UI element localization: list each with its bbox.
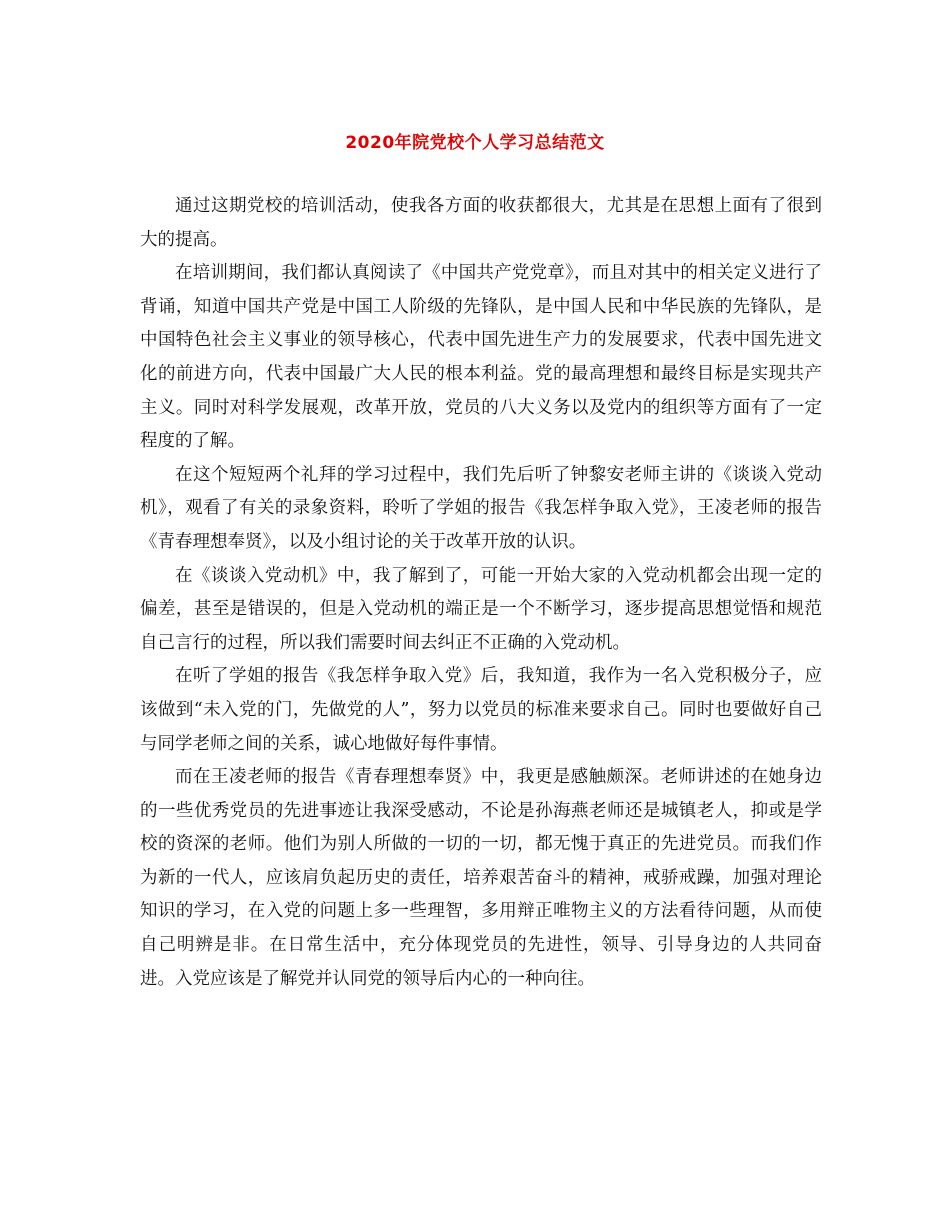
paragraph-3: 在这个短短两个礼拜的学习过程中，我们先后听了钟黎安老师主讲的《谈谈入党动机》，观看了有关的录象资料，聆听了学姐的报告《我怎样争取入党》，王凌老师的报告《青春理想奉贤》，以及小组讨论的关于改革开放的认识。 <box>140 464 822 552</box>
paragraph-4: 在《谈谈入党动机》中，我了解到了，可能一开始大家的入党动机都会出现一定的偏差，甚至是错误的，但是入党动机的端正是一个不断学习，逐步提高思想觉悟和规范自己言行的过程，所以我们需要时间去纠正不正确的入党动机。 <box>140 565 822 653</box>
paragraph-6: 而在王凌老师的报告《青春理想奉贤》中，我更是感触颇深。老师讲述的在她身边的一些优秀党员的先进事迹让我深受感动，不论是孙海燕老师还是城镇老人，抑或是学校的资深的老师。他们为别人所做的一切的一切，都无愧于真正的先进党员。而我们作为新的一代人，应该肩负起历史的责任，培养艰苦奋斗的精神，戒骄戒躁，加强对理论知识的学习，在入党的问题上多一些理智，多用辩正唯物主义的方法看待问题，从而使自己明辨是非。在日常生活中，充分体现党员的先进性，领导、引导身边的人共同奋进。入党应该是了解党并认同党的领导后内心的一种向往。 <box>140 767 822 989</box>
document-body <box>140 190 822 996</box>
document-title: 2020年院党校个人学习总结范文 <box>345 133 605 153</box>
paragraph-2: 在培训期间，我们都认真阅读了《中国共产党党章》，而且对其中的相关定义进行了背诵，知道中国共产党是中国工人阶级的先锋队，是中国人民和中华民族的先锋队，是中国特色社会主义事业的领导核心，代表中国先进生产力的发展要求，代表中国先进文化的前进方向，代表中国最广大人民的根本利益。党的最高理想和最终目标是实现共产主义。同时对科学发展观，改革开放，党员的八大义务以及党内的组织等方面有了一定程度的了解。 <box>140 263 822 452</box>
paragraph-5: 在听了学姐的报告《我怎样争取入党》后，我知道，我作为一名入党积极分子，应该做到“未入党的门，先做党的人”，努力以党员的标准来要求自己。同时也要做好自己与同学老师之间的关系，诚心地做好每件事情。 <box>140 666 822 754</box>
paragraph-1: 通过这期党校的培训活动，使我各方面的收获都很大，尤其是在思想上面有了很到大的提高。 <box>140 196 822 250</box>
